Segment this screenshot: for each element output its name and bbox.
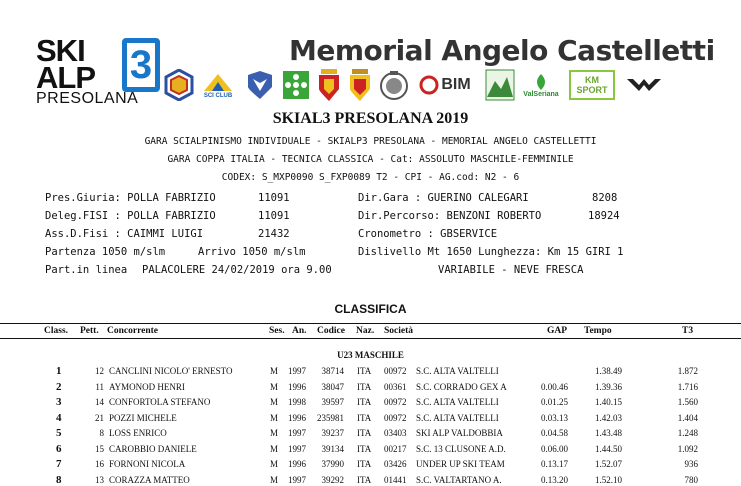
- cell-gap: 0.06.00: [541, 443, 568, 454]
- cell-societa-code: 00972: [384, 366, 407, 376]
- cell-societa-code: 00972: [384, 412, 407, 423]
- dir-percorso-code: 18924: [588, 210, 620, 222]
- cell-codice: 37990: [321, 459, 344, 469]
- cell-codice: 38714: [321, 366, 344, 376]
- cell-concorrente: CONFORTOLA STEFANO: [109, 397, 211, 407]
- cell-anno: 1997: [288, 443, 306, 454]
- cell-pett: 21: [95, 412, 104, 423]
- table-row: [0, 397, 741, 412]
- cell-sesso: M: [270, 459, 279, 469]
- bim-text: BIM: [441, 76, 471, 93]
- cell-class: 2: [56, 380, 62, 393]
- cell-tempo: 1.43.48: [595, 428, 622, 438]
- cell-concorrente: POZZI MICHELE: [109, 412, 177, 423]
- race-info-line-2: GARA COPPA ITALIA - TECNICA CLASSICA - Cat: ASSOLUTO MASCHILE-FEMMINILE: [167, 154, 574, 165]
- dynafit-logo-icon: [624, 68, 664, 102]
- cell-class: 8: [56, 473, 62, 486]
- cell-class: 3: [56, 396, 62, 408]
- mountain-landscape-icon: [484, 68, 516, 102]
- th-t3: T3: [682, 326, 694, 336]
- bim-logo: [412, 68, 478, 102]
- cell-codice: 39292: [321, 474, 344, 485]
- valseriana-text: ValSeriana: [523, 90, 559, 98]
- partenza: Partenza 1050 m/slm: [45, 246, 166, 258]
- cell-pett: 15: [95, 443, 104, 454]
- cell-anno: 1997: [288, 474, 306, 485]
- table-row: [0, 475, 741, 486]
- part-luogo: PALACOLERE 24/02/2019 ora 9.00: [142, 264, 332, 276]
- neve: VARIABILE - NEVE FRESCA: [438, 264, 584, 276]
- cell-societa-code: 03403: [384, 428, 407, 438]
- cell-t3: 1.092: [677, 443, 698, 454]
- town-crest-icon: [347, 68, 373, 102]
- cell-codice: 39597: [321, 397, 344, 407]
- cell-tempo: 1.52.07: [595, 459, 622, 469]
- cell-codice: 39237: [321, 428, 344, 438]
- th-naz: Naz.: [356, 326, 375, 336]
- cell-societa: S.C. ALTA VALTELLI: [416, 366, 499, 376]
- cell-anno: 1996: [288, 459, 306, 469]
- cell-tempo: 1.52.10: [595, 474, 622, 485]
- cell-tempo: 1.42.03: [595, 412, 622, 423]
- cell-pett: 12: [95, 366, 104, 376]
- cell-codice: 38047: [321, 381, 344, 392]
- table-header: [0, 323, 741, 339]
- category-title: U23 MASCHILE: [337, 350, 404, 360]
- cell-t3: 1.716: [677, 381, 698, 392]
- cell-gap: 0.13.17: [541, 459, 568, 469]
- race-info-line-1: GARA SCIALPINISMO INDIVIDUALE - SKIALP3 PRESOLANA - MEMORIAL ANGELO CASTELLETTI: [144, 136, 597, 147]
- logo-ski-text: SKI: [36, 33, 85, 68]
- cell-class: 4: [56, 411, 62, 424]
- memorial-title: Memorial Angelo Castelletti: [289, 34, 715, 67]
- cell-naz: ITA: [357, 428, 372, 438]
- th-sesso: Ses.: [269, 326, 285, 336]
- cell-tempo: 1.40.15: [595, 397, 622, 407]
- cell-concorrente: FORNONI NICOLA: [109, 459, 186, 469]
- cell-pett: 13: [95, 474, 104, 485]
- cell-societa: S.C. 13 CLUSONE A.D.: [416, 443, 506, 454]
- cell-pett: 11: [95, 381, 104, 392]
- cell-tempo: 1.44.50: [595, 443, 622, 454]
- part-in-linea: Part.in linea: [45, 264, 128, 276]
- sciclub-logo: [198, 68, 238, 102]
- cell-concorrente: CANCLINI NICOLO' ERNESTO: [109, 366, 233, 376]
- table-row: [0, 366, 741, 381]
- cell-concorrente: CORAZZA MATTEO: [109, 474, 190, 485]
- cell-tempo: 1.38.49: [595, 366, 622, 376]
- ass-fisi-code: 21432: [258, 228, 290, 240]
- lombardia-rose-icon: [281, 68, 311, 102]
- th-class: Class.: [44, 326, 69, 336]
- th-tempo: Tempo: [584, 326, 612, 336]
- cell-sesso: M: [270, 474, 279, 485]
- km-sport-logo: [568, 68, 616, 102]
- cell-sesso: M: [270, 443, 279, 454]
- ass-fisi: Ass.D.Fisi : CAIMMI LUIGI: [45, 228, 204, 240]
- cell-anno: 1996: [288, 412, 306, 423]
- cell-sesso: M: [270, 397, 279, 407]
- dir-gara: Dir.Gara : GUERINO CALEGARI: [358, 192, 529, 204]
- cell-naz: ITA: [357, 412, 372, 423]
- table-row: [0, 444, 741, 459]
- cell-societa: S.C. CORRADO GEX A: [416, 381, 507, 392]
- cell-t3: 1.404: [677, 412, 698, 423]
- cell-naz: ITA: [357, 381, 372, 392]
- th-gap: GAP: [547, 326, 568, 336]
- classifica-title: CLASSIFICA: [334, 302, 407, 316]
- table-row: [0, 413, 741, 428]
- arrivo: Arrivo 1050 m/slm: [198, 246, 306, 258]
- cell-societa: S.C. ALTA VALTELLI: [416, 397, 499, 407]
- th-concorrente: Concorrente: [107, 326, 159, 336]
- sciclub-text: SCI CLUB: [203, 93, 233, 99]
- table-row: [0, 428, 741, 443]
- th-codice: Codice: [317, 326, 345, 336]
- cell-gap: 0.13.20: [541, 474, 568, 485]
- table-row: [0, 459, 741, 474]
- cell-class: 7: [56, 458, 62, 470]
- cell-naz: ITA: [357, 366, 372, 376]
- round-crest-icon: [378, 68, 410, 102]
- cell-class: 1: [56, 365, 62, 377]
- cell-sesso: M: [270, 412, 279, 423]
- cell-codice: 39134: [321, 443, 344, 454]
- cell-pett: 16: [95, 459, 104, 469]
- race-info-line-3: CODEX: S_MXP0090 S_FXP0089 T2 - CPI - AG.cod: N2 - 6: [221, 172, 520, 183]
- th-anno: An.: [292, 326, 307, 336]
- cell-anno: 1997: [288, 366, 306, 376]
- cell-naz: ITA: [357, 443, 372, 454]
- cronometro: Cronometro : GBSERVICE: [358, 228, 498, 240]
- hexagon-crest-icon: [163, 68, 195, 102]
- deleg-fisi-code: 11091: [258, 210, 290, 222]
- cell-pett: 8: [99, 428, 104, 438]
- table-row: [0, 382, 741, 397]
- dir-percorso: Dir.Percorso: BENZONI ROBERTO: [358, 210, 542, 222]
- race-title: SKIAL3 PRESOLANA 2019: [272, 110, 469, 127]
- cell-societa-code: 01441: [384, 474, 407, 485]
- cell-sesso: M: [270, 366, 279, 376]
- cell-concorrente: AYMONOD HENRI: [109, 381, 185, 392]
- pres-giuria-code: 11091: [258, 192, 290, 204]
- cell-gap: 0.03.13: [541, 412, 568, 423]
- cell-sesso: M: [270, 428, 279, 438]
- cell-class: 6: [56, 442, 62, 455]
- cell-societa-code: 00361: [384, 381, 407, 392]
- cell-naz: ITA: [357, 397, 372, 407]
- cell-naz: ITA: [357, 474, 372, 485]
- cell-societa: S.C. ALTA VALTELLI: [416, 412, 499, 423]
- cell-class: 5: [56, 427, 62, 439]
- cell-sesso: M: [270, 381, 279, 392]
- eagle-crest-icon: [244, 68, 276, 102]
- cell-societa: UNDER UP SKI TEAM: [416, 459, 505, 469]
- cell-concorrente: LOSS ENRICO: [109, 428, 167, 438]
- deleg-fisi: Deleg.FISI : POLLA FABRIZIO: [45, 210, 216, 222]
- th-pett: Pett.: [80, 326, 99, 336]
- cell-societa-code: 03426: [384, 459, 407, 469]
- pres-giuria: Pres.Giuria: POLLA FABRIZIO: [45, 192, 216, 204]
- cell-naz: ITA: [357, 459, 372, 469]
- th-societa: Società: [384, 326, 414, 336]
- cell-anno: 1997: [288, 428, 306, 438]
- cell-societa-code: 00972: [384, 397, 407, 407]
- cell-t3: 780: [684, 474, 698, 485]
- cell-pett: 14: [95, 397, 104, 407]
- logo-presolana-text: PRESOLANA: [36, 90, 139, 107]
- cell-concorrente: CAROBBIO DANIELE: [109, 443, 197, 454]
- cell-societa-code: 00217: [384, 443, 407, 454]
- cell-anno: 1998: [288, 397, 306, 407]
- dislivello: Dislivello Mt 1650 Lunghezza: Km 15 GIRI 1: [358, 246, 624, 258]
- logo-three-text: 3: [122, 38, 160, 92]
- cell-t3: 1.248: [677, 428, 698, 438]
- km-sport-text: KM SPORT: [576, 75, 608, 95]
- skialp3-logo: [36, 33, 166, 107]
- cell-tempo: 1.39.36: [595, 381, 622, 392]
- cell-anno: 1996: [288, 381, 306, 392]
- cell-societa: S.C. VALTARTANO A.: [416, 474, 502, 485]
- valseriana-logo: [520, 68, 562, 102]
- cell-gap: 0.00.46: [541, 381, 568, 392]
- logo-alp-text: ALP: [36, 60, 95, 95]
- cell-t3: 1.560: [677, 397, 698, 407]
- province-crest-icon: [316, 68, 342, 102]
- dir-gara-code: 8208: [592, 192, 618, 204]
- cell-codice: 235981: [317, 412, 344, 423]
- cell-t3: 1.872: [677, 366, 698, 376]
- cell-t3: 936: [684, 459, 698, 469]
- cell-societa: SKI ALP VALDOBBIA: [416, 428, 503, 438]
- cell-gap: 0.01.25: [541, 397, 568, 407]
- cell-gap: 0.04.58: [541, 428, 568, 438]
